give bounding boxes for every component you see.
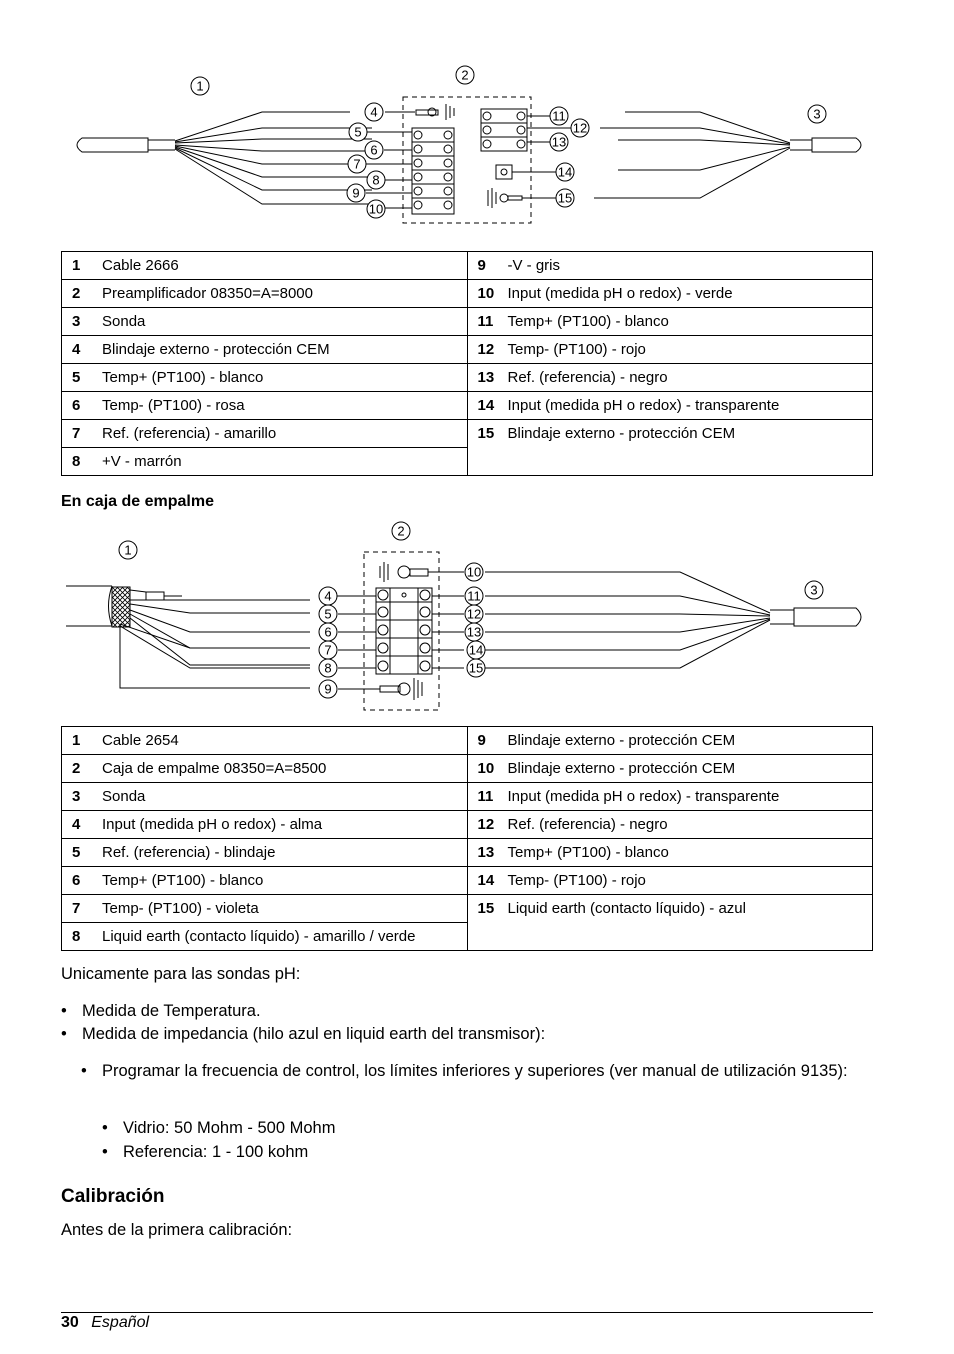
table-row	[62, 308, 873, 336]
bullet-dot: •	[102, 1143, 108, 1161]
item-text: Temp- (PT100) - rojo	[507, 341, 646, 358]
item-text: Ref. (referencia) - negro	[507, 816, 668, 833]
sub-sub-bullet-item	[102, 1119, 336, 1138]
table-row	[62, 727, 873, 755]
item-text: Caja de empalme 08350=A=8500	[102, 760, 327, 777]
item-text: -V - gris	[507, 257, 560, 274]
item-number: 2	[72, 285, 81, 302]
item-text: Temp+ (PT100) - blanco	[102, 872, 264, 889]
table-row	[62, 839, 873, 867]
item-text: Temp+ (PT100) - blanco	[102, 369, 264, 386]
item-number: 15	[477, 900, 495, 917]
item-number: 3	[72, 313, 81, 330]
footer-divider	[61, 1312, 873, 1313]
callout-10: 10	[466, 564, 482, 580]
item-text: Sonda	[102, 313, 146, 330]
bullet-text: Programar la frecuencia de control, los límites inferiores y superiores (ver manual de utilización 9135):	[102, 1062, 848, 1080]
item-text: Sonda	[102, 788, 146, 805]
item-number: 14	[477, 872, 495, 889]
item-number: 1	[72, 732, 81, 749]
callout-2: 2	[461, 67, 469, 83]
callout-2: 2	[397, 523, 405, 539]
section-text: Antes de la primera calibración:	[61, 1221, 293, 1239]
bullet-dot: •	[61, 1025, 67, 1043]
table-row	[62, 392, 873, 420]
table-row	[62, 336, 873, 364]
table-row	[62, 895, 873, 923]
item-text: Temp- (PT100) - rojo	[507, 872, 646, 889]
item-text: Temp- (PT100) - violeta	[102, 900, 259, 917]
item-text: Blindaje externo - protección CEM	[507, 760, 736, 777]
bullet-dot: •	[61, 1002, 67, 1020]
callout-1: 1	[196, 78, 204, 94]
bullet-text: Medida de Temperatura.	[82, 1002, 261, 1020]
item-number: 11	[477, 788, 494, 805]
item-number: 12	[477, 341, 495, 358]
item-text: Cable 2666	[102, 257, 179, 274]
item-text: Ref. (referencia) - negro	[507, 369, 668, 386]
diagram-preamplifier-wiring	[0, 0, 954, 240]
item-number: 11	[477, 313, 494, 330]
bullet-text: Medida de impedancia (hilo azul en liquid earth del transmisor):	[82, 1025, 546, 1043]
item-number: 8	[72, 453, 81, 470]
item-text: Input (medida pH o redox) - transparente	[507, 397, 780, 414]
item-number: 8	[72, 928, 81, 945]
item-number: 2	[72, 760, 81, 777]
table-row	[62, 420, 873, 448]
table-row	[62, 811, 873, 839]
callout-11: 11	[467, 588, 481, 604]
legend-table-2	[61, 726, 873, 951]
item-text: Temp- (PT100) - rosa	[102, 397, 245, 414]
table-row	[62, 252, 873, 280]
item-number: 5	[72, 369, 81, 386]
bullet-text: Referencia: 1 - 100 kohm	[123, 1143, 309, 1161]
table-row	[62, 867, 873, 895]
callout-5: 5	[354, 124, 362, 140]
footer-language: Español	[91, 1314, 150, 1331]
sub-sub-bullet-item	[102, 1143, 309, 1162]
item-text: Temp+ (PT100) - blanco	[507, 313, 669, 330]
callout-4: 4	[370, 104, 378, 120]
callout-13: 13	[551, 134, 567, 150]
page-number: 30	[61, 1314, 79, 1331]
callout-15: 15	[557, 190, 573, 206]
item-text: Blindaje externo - protección CEM	[102, 341, 330, 358]
bullet-item	[61, 1002, 261, 1021]
callout-8: 8	[372, 172, 380, 188]
item-number: 14	[477, 397, 495, 414]
item-number: 13	[477, 369, 495, 386]
item-text: Input (medida pH o redox) - alma	[102, 816, 323, 833]
legend-table-1	[61, 251, 873, 476]
callout-10: 10	[368, 201, 384, 217]
item-text: Liquid earth (contacto líquido) - amarillo / verde	[102, 928, 416, 945]
item-number: 6	[72, 872, 81, 889]
callout-6: 6	[324, 624, 332, 640]
bullet-dot: •	[102, 1119, 108, 1137]
callout-11: 11	[552, 108, 566, 124]
callout-7: 7	[324, 642, 332, 658]
sub-bullet-item	[81, 1062, 882, 1081]
callout-9: 9	[352, 185, 360, 201]
diagram-junction-box-wiring	[0, 520, 954, 720]
item-number: 7	[72, 425, 81, 442]
item-text: Blindaje externo - protección CEM	[507, 425, 736, 442]
item-number: 4	[72, 816, 81, 833]
bullet-text: Vidrio: 50 Mohm - 500 Mohm	[123, 1119, 336, 1137]
item-text: Input (medida pH o redox) - transparente	[507, 788, 780, 805]
callout-1: 1	[124, 542, 132, 558]
callout-12: 12	[572, 120, 588, 136]
intro-text: Unicamente para las sondas pH:	[61, 965, 301, 983]
item-number: 5	[72, 844, 81, 861]
callout-15: 15	[468, 660, 484, 676]
item-text: +V - marrón	[102, 453, 182, 470]
footer	[61, 1314, 149, 1332]
item-number: 13	[477, 844, 495, 861]
item-number: 12	[477, 816, 495, 833]
table-row	[62, 280, 873, 308]
section-heading-caja: En caja de empalme	[61, 493, 214, 510]
item-text: Ref. (referencia) - amarillo	[102, 425, 277, 442]
item-number: 4	[72, 341, 81, 358]
item-number: 9	[477, 732, 486, 749]
table-row	[62, 364, 873, 392]
item-number: 15	[477, 425, 495, 442]
callout-4: 4	[324, 588, 332, 604]
bullet-dot: •	[81, 1062, 87, 1080]
callout-3: 3	[813, 106, 821, 122]
callout-6: 6	[370, 142, 378, 158]
item-text: Liquid earth (contacto líquido) - azul	[507, 900, 746, 917]
item-text: Blindaje externo - protección CEM	[507, 732, 736, 749]
callout-7: 7	[353, 156, 361, 172]
item-text: Temp+ (PT100) - blanco	[507, 844, 669, 861]
callout-9: 9	[324, 681, 332, 697]
callout-8: 8	[324, 660, 332, 676]
item-number: 3	[72, 788, 81, 805]
item-text: Cable 2654	[102, 732, 179, 749]
item-number: 10	[477, 285, 495, 302]
callout-5: 5	[324, 606, 332, 622]
table-row	[62, 783, 873, 811]
item-text: Input (medida pH o redox) - verde	[507, 285, 733, 302]
item-number: 9	[477, 257, 486, 274]
bullet-item	[61, 1025, 546, 1044]
item-number: 7	[72, 900, 81, 917]
item-number: 1	[72, 257, 81, 274]
callout-3: 3	[810, 582, 818, 598]
item-number: 6	[72, 397, 81, 414]
table-row	[62, 755, 873, 783]
item-number: 10	[477, 760, 495, 777]
section-title: Calibración	[61, 1186, 165, 1207]
item-text: Ref. (referencia) - blindaje	[102, 844, 276, 861]
callout-14: 14	[468, 642, 484, 658]
callout-14: 14	[557, 164, 573, 180]
callout-12: 12	[466, 606, 482, 622]
callout-13: 13	[466, 624, 482, 640]
item-text: Preamplificador 08350=A=8000	[102, 285, 313, 302]
